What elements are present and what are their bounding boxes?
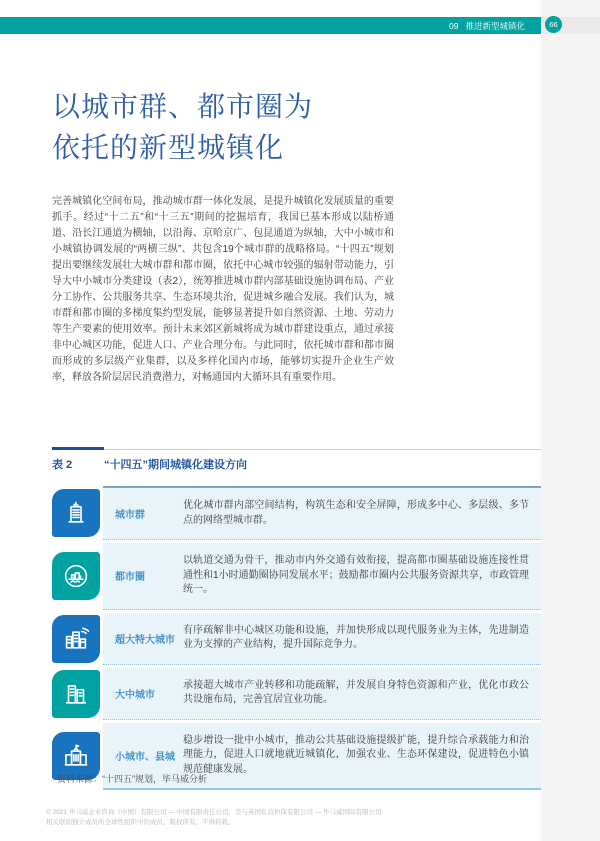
row-label: 小城市、县城 (115, 751, 175, 763)
table-label-accent-bar (52, 447, 104, 450)
row-label: 都市圈 (115, 572, 145, 584)
urbanization-direction-table (52, 486, 541, 793)
page-title-line2: 依托的新型城镇化 (52, 132, 285, 163)
body-paragraph: 完善城镇化空间布局，推动城市群一体化发展，是提升城镇化发展质量的重要抓手。经过“十二五”和“十三五”期间的挖掘培育，我国已基本形成以陆桥通道、沿长江通道为横轴，以沿海、京哈京广、包昆通道为纵轴，大中小城市和小城镇协调发展的“两横三纵”、共包含19个城市群的战略格局。“十四五”规划提出要继续发展壮大城市群和都市圈，依托中心城市较强的辐射带动能力，引导大中小城市分类建设（表2），统筹推进城市群内部基础设施协调布局、产业分工协作、公共服务共享、生态环境共治，促进城乡融合发展。我们认为，城市群和都市圈的多梯度集约型发展，能够显著提升如自然资源、土地、劳动力等生产要素的使用效率。预计未来郊区新城将成为城市群建设重点，通过承接非中心城区功能，促进人口、产业合理分布。与此同时，依托城市群和都市圈而形成的多层级产业集群，以及多样化国内市场，能够切实提升企业生产效率，释放各阶层居民消费潜力，对畅通国内大循环具有重要作用。 (52, 196, 394, 383)
row-label: 超大特大城市 (115, 634, 175, 646)
row-description: 稳步增设一批中小城市，推动公共基础设施提级扩能，提升综合承载能力和治理能力，促进人口就地就近城镇化，加强农业、生态环保建设，促进特色小镇规范健康发展。 (183, 734, 529, 775)
source-note: 资料来源：“十四五”规划，毕马威分析 (57, 774, 207, 784)
table-row (52, 543, 541, 610)
section-number: 09 (449, 20, 459, 31)
page-title (52, 86, 313, 168)
table-heading-rule (104, 449, 541, 450)
page-number-badge: 66 (545, 16, 562, 33)
table-row (52, 613, 541, 665)
table-row-content (103, 613, 541, 665)
megacity-icon (52, 615, 100, 663)
row-label: 大中城市 (115, 689, 155, 701)
large-midsize-city-icon (52, 670, 100, 718)
page-title-line1: 以城市群、都市圈为 (52, 91, 314, 122)
page-right-margin-band (541, 0, 600, 841)
row-label: 城市群 (115, 510, 145, 521)
table-row (52, 486, 541, 540)
section-header-bar (0, 17, 541, 34)
row-description: 以轨道交通为骨干，推动市内外交通有效衔接，提高都市圈基础设施连接性贯通性和1小时通勤圈协同发展水平；鼓励都市圈内公共服务资源共享，市政管理统一。 (183, 555, 529, 595)
table-row-content (103, 668, 541, 720)
copyright-line1: © 2021 毕马威企业咨询（中国）有限公司 — 中国有限责任公司，是与英国私营担保有限公司 — 毕马威国际有限公司 (46, 809, 382, 816)
row-description: 有序疏解非中心城区功能和设施，并加快形成以现代服务业为主体，先进制造业为支撑的产业结构，提升国际竞争力。 (183, 624, 529, 650)
row-description: 承接超大城市产业转移和功能疏解，并发展自身特色资源和产业，优化市政公共设施布局，完善宜居宜业功能。 (183, 679, 529, 705)
table-row-content (103, 543, 541, 610)
table-row (52, 668, 541, 720)
table-label: 表 2 (52, 459, 73, 471)
metro-area-icon (52, 552, 100, 600)
table-row-content (103, 486, 541, 540)
copyright-line2: 相关联的独立成员所全球性组织中的成员。版权所有，不得转载。 (46, 819, 235, 826)
city-cluster-icon (52, 489, 100, 537)
copyright-note (46, 808, 382, 828)
section-title: 推进新型城镇化 (465, 20, 525, 31)
row-description: 优化城市群内部空间结构，构筑生态和安全屏障，形成多中心、多层级、多节点的网络型城市群。 (183, 500, 529, 526)
table-title: “十四五”期间城镇化建设方向 (104, 459, 247, 471)
